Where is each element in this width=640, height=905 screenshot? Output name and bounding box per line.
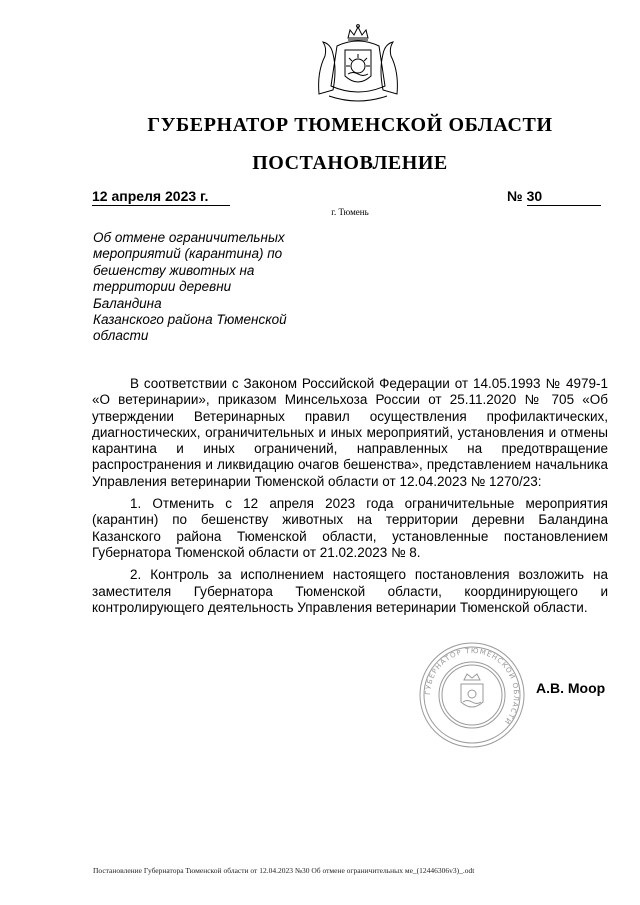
subject-line: территории деревни Баландина — [93, 279, 232, 311]
svg-text:ГУБЕРНАТОР ТЮМЕНСКОЙ ОБЛАСТИ — [424, 647, 520, 726]
official-seal-stamp — [417, 640, 527, 750]
signatory-name: А.В. Моор — [536, 680, 606, 696]
subject-line: Казанского района Тюменской — [93, 312, 287, 328]
body-paragraph-preamble: В соответствии с Законом Российской Федерации от 14.05.1993 № 4979-1 «О ветеринарии», приказом Минсельхоза России от 25.11.2020 № 705 «Об утверждении Ветеринарных правил осуществления профилактических, диагностических, ограничительных и иных мероприятий, установления и отмены карантина и иных ограничений, направленных на предотвращение распространения и ликвидацию очагов бешенства», представлением начальника Управления ветеринарии Тюменской области от 12.04.2023 № 1270/23: — [92, 376, 608, 489]
document-place: г. Тюмень — [331, 207, 369, 217]
document-body — [92, 376, 608, 622]
subject-line: Об отмене ограничительных — [93, 230, 285, 245]
file-footer: Постановление Губернатора Тюменской области от 12.04.2023 №30 Об отмене ограничительных ме_(12446306v3)_.odt — [93, 866, 475, 875]
body-paragraph-item-2: 2. Контроль за исполнением настоящего постановления возложить на заместителя Губернатора Тюменской области, координирующего и контролирующего деятельность Управления ветеринарии Тюменской области. — [92, 567, 608, 615]
number-label: № — [507, 188, 523, 204]
document-subject — [93, 230, 303, 345]
coat-of-arms-icon — [315, 24, 401, 106]
subject-line: мероприятий (карантина) по — [93, 246, 283, 262]
number-value: 30 — [527, 188, 601, 206]
document-type: ПОСТАНОВЛЕНИЕ — [252, 152, 448, 174]
authority-title: ГУБЕРНАТОР ТЮМЕНСКОЙ ОБЛАСТИ — [147, 114, 553, 136]
document-date: 12 апреля 2023 г. — [92, 188, 230, 206]
subject-line: бешенству животных на — [93, 262, 255, 278]
stamp-text: ГУБЕРНАТОР ТЮМЕНСКОЙ ОБЛАСТИ — [423, 646, 521, 727]
body-paragraph-item-1: 1. Отменить с 12 апреля 2023 года ограничительные мероприятия (карантин) по бешенству животных на территории деревни Баландина Казанского района Тюменской области, установленные постановлением Губернатора Тюменской области от 21.02.2023 № 8. — [92, 496, 608, 560]
document-number — [507, 188, 603, 206]
subject-line: области — [93, 328, 149, 344]
